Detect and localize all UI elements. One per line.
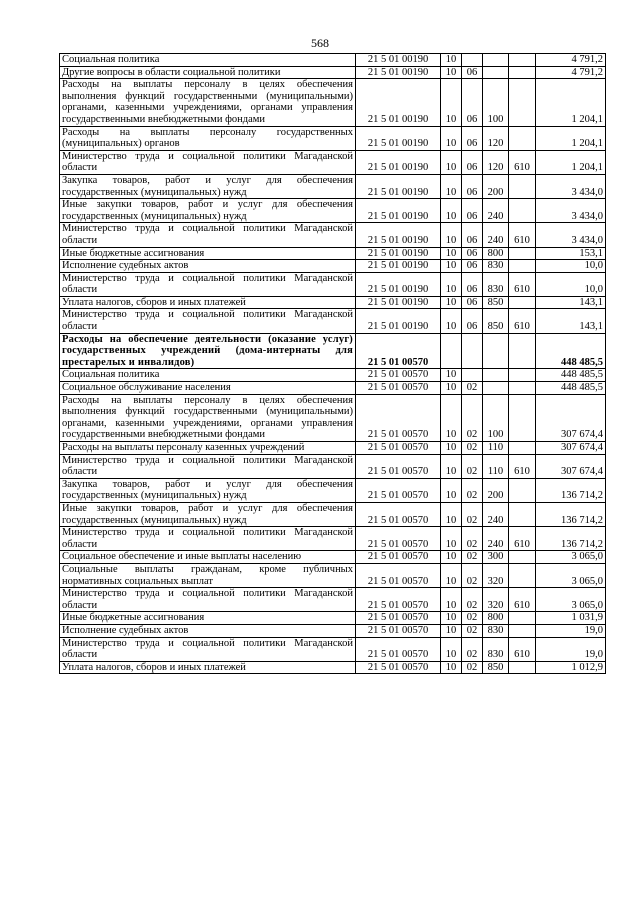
section-code-cell: 10 bbox=[441, 223, 462, 247]
expense-type-cell: 200 bbox=[483, 478, 509, 502]
section-code-cell: 10 bbox=[441, 272, 462, 296]
amount-cell: 10,0 bbox=[536, 272, 606, 296]
subsection-code-cell: 06 bbox=[462, 79, 483, 126]
amount-cell: 3 434,0 bbox=[536, 199, 606, 223]
target-article-code-cell: 21 5 01 00570 bbox=[356, 382, 441, 395]
target-article-code-cell: 21 5 01 00570 bbox=[356, 551, 441, 564]
target-article-code-cell: 21 5 01 00570 bbox=[356, 637, 441, 661]
administrator-code-cell bbox=[509, 66, 536, 79]
amount-cell: 307 674,4 bbox=[536, 394, 606, 441]
target-article-code-cell: 21 5 01 00190 bbox=[356, 272, 441, 296]
subsection-code-cell: 02 bbox=[462, 478, 483, 502]
table-row bbox=[60, 247, 606, 260]
expense-type-cell: 110 bbox=[483, 454, 509, 478]
budget-table-body bbox=[60, 54, 606, 674]
expense-type-cell: 320 bbox=[483, 563, 509, 587]
target-article-code-cell: 21 5 01 00190 bbox=[356, 174, 441, 198]
subsection-code-cell: 06 bbox=[462, 126, 483, 150]
table-row bbox=[60, 296, 606, 309]
table-row bbox=[60, 612, 606, 625]
section-code-cell: 10 bbox=[441, 79, 462, 126]
administrator-code-cell: 610 bbox=[509, 527, 536, 551]
row-name-cell: Министерство труда и социальной политики Магаданской области bbox=[60, 637, 356, 661]
administrator-code-cell bbox=[509, 442, 536, 455]
expense-type-cell: 830 bbox=[483, 624, 509, 637]
amount-cell: 3 434,0 bbox=[536, 174, 606, 198]
target-article-code-cell: 21 5 01 00190 bbox=[356, 309, 441, 333]
table-row bbox=[60, 66, 606, 79]
subsection-code-cell: 02 bbox=[462, 442, 483, 455]
table-row bbox=[60, 382, 606, 395]
expense-type-cell: 320 bbox=[483, 588, 509, 612]
amount-cell: 136 714,2 bbox=[536, 527, 606, 551]
expense-type-cell bbox=[483, 382, 509, 395]
section-code-cell: 10 bbox=[441, 502, 462, 526]
row-name-cell: Социальное обеспечение и иные выплаты населению bbox=[60, 551, 356, 564]
row-name-cell: Другие вопросы в области социальной политики bbox=[60, 66, 356, 79]
administrator-code-cell: 610 bbox=[509, 309, 536, 333]
section-code-cell: 10 bbox=[441, 247, 462, 260]
subsection-code-cell: 02 bbox=[462, 454, 483, 478]
row-name-cell: Министерство труда и социальной политики Магаданской области bbox=[60, 272, 356, 296]
expense-type-cell: 240 bbox=[483, 223, 509, 247]
row-name-cell: Иные бюджетные ассигнования bbox=[60, 612, 356, 625]
row-name-cell: Министерство труда и социальной политики Магаданской области bbox=[60, 309, 356, 333]
row-name-cell: Закупка товаров, работ и услуг для обеспечения государственных (муниципальных) нужд bbox=[60, 478, 356, 502]
section-code-cell: 10 bbox=[441, 260, 462, 273]
row-name-cell: Уплата налогов, сборов и иных платежей bbox=[60, 661, 356, 674]
section-code-cell: 10 bbox=[441, 296, 462, 309]
section-code-cell: 10 bbox=[441, 126, 462, 150]
row-name-cell: Министерство труда и социальной политики Магаданской области bbox=[60, 454, 356, 478]
amount-cell: 3 065,0 bbox=[536, 551, 606, 564]
table-row bbox=[60, 309, 606, 333]
subsection-code-cell: 02 bbox=[462, 637, 483, 661]
section-code-cell: 10 bbox=[441, 612, 462, 625]
administrator-code-cell bbox=[509, 247, 536, 260]
administrator-code-cell bbox=[509, 79, 536, 126]
section-code-cell bbox=[441, 333, 462, 369]
expense-type-cell: 240 bbox=[483, 527, 509, 551]
target-article-code-cell: 21 5 01 00190 bbox=[356, 260, 441, 273]
subsection-code-cell: 06 bbox=[462, 272, 483, 296]
administrator-code-cell bbox=[509, 382, 536, 395]
table-row bbox=[60, 661, 606, 674]
table-row bbox=[60, 478, 606, 502]
section-code-cell: 10 bbox=[441, 624, 462, 637]
row-name-cell: Расходы на выплаты персоналу государственных (муниципальных) органов bbox=[60, 126, 356, 150]
table-row bbox=[60, 442, 606, 455]
section-code-cell: 10 bbox=[441, 637, 462, 661]
expense-type-cell: 800 bbox=[483, 612, 509, 625]
expense-type-cell: 300 bbox=[483, 551, 509, 564]
administrator-code-cell: 610 bbox=[509, 454, 536, 478]
administrator-code-cell bbox=[509, 126, 536, 150]
table-row bbox=[60, 174, 606, 198]
amount-cell: 19,0 bbox=[536, 624, 606, 637]
subsection-code-cell: 02 bbox=[462, 394, 483, 441]
amount-cell: 143,1 bbox=[536, 309, 606, 333]
administrator-code-cell: 610 bbox=[509, 150, 536, 174]
administrator-code-cell bbox=[509, 333, 536, 369]
amount-cell: 448 485,5 bbox=[536, 382, 606, 395]
target-article-code-cell: 21 5 01 00570 bbox=[356, 563, 441, 587]
row-name-cell: Министерство труда и социальной политики Магаданской области bbox=[60, 150, 356, 174]
target-article-code-cell: 21 5 01 00570 bbox=[356, 502, 441, 526]
administrator-code-cell bbox=[509, 260, 536, 273]
target-article-code-cell: 21 5 01 00190 bbox=[356, 126, 441, 150]
amount-cell: 136 714,2 bbox=[536, 502, 606, 526]
table-row bbox=[60, 527, 606, 551]
subsection-code-cell: 06 bbox=[462, 247, 483, 260]
section-code-cell: 10 bbox=[441, 551, 462, 564]
target-article-code-cell: 21 5 01 00190 bbox=[356, 79, 441, 126]
administrator-code-cell bbox=[509, 502, 536, 526]
amount-cell: 3 065,0 bbox=[536, 563, 606, 587]
amount-cell: 10,0 bbox=[536, 260, 606, 273]
target-article-code-cell: 21 5 01 00190 bbox=[356, 66, 441, 79]
subsection-code-cell bbox=[462, 333, 483, 369]
section-code-cell: 10 bbox=[441, 150, 462, 174]
administrator-code-cell bbox=[509, 199, 536, 223]
section-code-cell: 10 bbox=[441, 199, 462, 223]
subsection-code-cell: 06 bbox=[462, 260, 483, 273]
amount-cell: 1 012,9 bbox=[536, 661, 606, 674]
table-row bbox=[60, 223, 606, 247]
subsection-code-cell: 02 bbox=[462, 661, 483, 674]
row-name-cell: Министерство труда и социальной политики Магаданской области bbox=[60, 223, 356, 247]
table-row bbox=[60, 150, 606, 174]
row-name-cell: Иные закупки товаров, работ и услуг для обеспечения государственных (муниципальных) нужд bbox=[60, 199, 356, 223]
subsection-code-cell: 06 bbox=[462, 223, 483, 247]
row-name-cell: Расходы на выплаты персоналу в целях обеспечения выполнения функций государственными (муниципальными) органами, казенными учреждениями, органами управления государственными внебюджетными фондами bbox=[60, 394, 356, 441]
expense-type-cell: 830 bbox=[483, 637, 509, 661]
subsection-code-cell: 02 bbox=[462, 588, 483, 612]
amount-cell: 307 674,4 bbox=[536, 454, 606, 478]
administrator-code-cell bbox=[509, 551, 536, 564]
subsection-code-cell: 02 bbox=[462, 527, 483, 551]
row-name-cell: Иные бюджетные ассигнования bbox=[60, 247, 356, 260]
amount-cell: 143,1 bbox=[536, 296, 606, 309]
row-name-cell: Расходы на выплаты персоналу казенных учреждений bbox=[60, 442, 356, 455]
subsection-code-cell: 02 bbox=[462, 502, 483, 526]
subsection-code-cell: 06 bbox=[462, 199, 483, 223]
table-row bbox=[60, 54, 606, 67]
expense-type-cell: 240 bbox=[483, 199, 509, 223]
expense-type-cell: 240 bbox=[483, 502, 509, 526]
expense-type-cell: 830 bbox=[483, 272, 509, 296]
section-code-cell: 10 bbox=[441, 394, 462, 441]
subsection-code-cell: 02 bbox=[462, 382, 483, 395]
row-name-cell: Министерство труда и социальной политики Магаданской области bbox=[60, 527, 356, 551]
amount-cell: 448 485,5 bbox=[536, 333, 606, 369]
amount-cell: 136 714,2 bbox=[536, 478, 606, 502]
expense-type-cell: 830 bbox=[483, 260, 509, 273]
section-code-cell: 10 bbox=[441, 442, 462, 455]
row-name-cell: Социальная политика bbox=[60, 54, 356, 67]
subsection-code-cell bbox=[462, 54, 483, 67]
row-name-cell: Расходы на выплаты персоналу в целях обеспечения выполнения функций государственными (муниципальными) органами, казенными учреждениями, органами управления государственными внебюджетными фондами bbox=[60, 79, 356, 126]
amount-cell: 307 674,4 bbox=[536, 442, 606, 455]
section-code-cell: 10 bbox=[441, 382, 462, 395]
section-code-cell: 10 bbox=[441, 527, 462, 551]
section-code-cell: 10 bbox=[441, 309, 462, 333]
administrator-code-cell bbox=[509, 563, 536, 587]
table-row bbox=[60, 260, 606, 273]
expense-type-cell: 850 bbox=[483, 661, 509, 674]
administrator-code-cell bbox=[509, 478, 536, 502]
subsection-code-cell: 02 bbox=[462, 563, 483, 587]
administrator-code-cell: 610 bbox=[509, 637, 536, 661]
target-article-code-cell: 21 5 01 00190 bbox=[356, 150, 441, 174]
target-article-code-cell: 21 5 01 00570 bbox=[356, 624, 441, 637]
expense-type-cell: 110 bbox=[483, 442, 509, 455]
target-article-code-cell: 21 5 01 00570 bbox=[356, 478, 441, 502]
table-row bbox=[60, 588, 606, 612]
expense-type-cell bbox=[483, 333, 509, 369]
subsection-code-cell: 02 bbox=[462, 612, 483, 625]
amount-cell: 153,1 bbox=[536, 247, 606, 260]
amount-cell: 4 791,2 bbox=[536, 66, 606, 79]
subsection-code-cell: 06 bbox=[462, 174, 483, 198]
expense-type-cell: 200 bbox=[483, 174, 509, 198]
amount-cell: 19,0 bbox=[536, 637, 606, 661]
section-code-cell: 10 bbox=[441, 454, 462, 478]
section-code-cell: 10 bbox=[441, 478, 462, 502]
row-name-cell: Закупка товаров, работ и услуг для обеспечения государственных (муниципальных) нужд bbox=[60, 174, 356, 198]
table-row bbox=[60, 563, 606, 587]
subsection-code-cell: 06 bbox=[462, 66, 483, 79]
expense-type-cell: 100 bbox=[483, 394, 509, 441]
section-code-cell: 10 bbox=[441, 66, 462, 79]
section-code-cell: 10 bbox=[441, 369, 462, 382]
amount-cell: 1 204,1 bbox=[536, 126, 606, 150]
budget-table bbox=[59, 53, 606, 674]
amount-cell: 3 434,0 bbox=[536, 223, 606, 247]
table-row bbox=[60, 394, 606, 441]
target-article-code-cell: 21 5 01 00190 bbox=[356, 223, 441, 247]
target-article-code-cell: 21 5 01 00190 bbox=[356, 247, 441, 260]
section-code-cell: 10 bbox=[441, 174, 462, 198]
amount-cell: 448 485,5 bbox=[536, 369, 606, 382]
row-name-cell: Социальное обслуживание населения bbox=[60, 382, 356, 395]
row-name-cell: Социальная политика bbox=[60, 369, 356, 382]
expense-type-cell: 100 bbox=[483, 79, 509, 126]
subsection-code-cell: 02 bbox=[462, 624, 483, 637]
target-article-code-cell: 21 5 01 00190 bbox=[356, 54, 441, 67]
subsection-code-cell: 06 bbox=[462, 296, 483, 309]
administrator-code-cell bbox=[509, 394, 536, 441]
row-name-cell: Расходы на обеспечение деятельности (оказание услуг) государственных учреждений (дома-интернаты для престарелых и инвалидов) bbox=[60, 333, 356, 369]
administrator-code-cell bbox=[509, 612, 536, 625]
subsection-code-cell: 06 bbox=[462, 150, 483, 174]
administrator-code-cell bbox=[509, 296, 536, 309]
administrator-code-cell: 610 bbox=[509, 223, 536, 247]
administrator-code-cell: 610 bbox=[509, 272, 536, 296]
expense-type-cell bbox=[483, 66, 509, 79]
target-article-code-cell: 21 5 01 00570 bbox=[356, 394, 441, 441]
subsection-code-cell: 06 bbox=[462, 309, 483, 333]
target-article-code-cell: 21 5 01 00570 bbox=[356, 588, 441, 612]
table-row bbox=[60, 624, 606, 637]
table-row bbox=[60, 369, 606, 382]
subsection-code-cell: 02 bbox=[462, 551, 483, 564]
target-article-code-cell: 21 5 01 00570 bbox=[356, 454, 441, 478]
section-code-cell: 10 bbox=[441, 588, 462, 612]
table-row bbox=[60, 126, 606, 150]
table-row bbox=[60, 333, 606, 369]
table-row bbox=[60, 79, 606, 126]
amount-cell: 1 031,9 bbox=[536, 612, 606, 625]
expense-type-cell: 800 bbox=[483, 247, 509, 260]
table-row bbox=[60, 199, 606, 223]
expense-type-cell: 120 bbox=[483, 126, 509, 150]
administrator-code-cell: 610 bbox=[509, 588, 536, 612]
target-article-code-cell: 21 5 01 00570 bbox=[356, 369, 441, 382]
administrator-code-cell bbox=[509, 369, 536, 382]
amount-cell: 3 065,0 bbox=[536, 588, 606, 612]
table-row bbox=[60, 637, 606, 661]
section-code-cell: 10 bbox=[441, 563, 462, 587]
table-row bbox=[60, 502, 606, 526]
subsection-code-cell bbox=[462, 369, 483, 382]
expense-type-cell: 120 bbox=[483, 150, 509, 174]
target-article-code-cell: 21 5 01 00570 bbox=[356, 333, 441, 369]
row-name-cell: Уплата налогов, сборов и иных платежей bbox=[60, 296, 356, 309]
target-article-code-cell: 21 5 01 00570 bbox=[356, 442, 441, 455]
table-row bbox=[60, 272, 606, 296]
row-name-cell: Исполнение судебных актов bbox=[60, 260, 356, 273]
administrator-code-cell bbox=[509, 624, 536, 637]
amount-cell: 4 791,2 bbox=[536, 54, 606, 67]
target-article-code-cell: 21 5 01 00570 bbox=[356, 527, 441, 551]
table-row bbox=[60, 454, 606, 478]
section-code-cell: 10 bbox=[441, 661, 462, 674]
expense-type-cell bbox=[483, 54, 509, 67]
expense-type-cell bbox=[483, 369, 509, 382]
administrator-code-cell bbox=[509, 54, 536, 67]
row-name-cell: Социальные выплаты гражданам, кроме публичных нормативных социальных выплат bbox=[60, 563, 356, 587]
table-row bbox=[60, 551, 606, 564]
target-article-code-cell: 21 5 01 00570 bbox=[356, 661, 441, 674]
page-number: 568 bbox=[311, 36, 329, 50]
section-code-cell: 10 bbox=[441, 54, 462, 67]
amount-cell: 1 204,1 bbox=[536, 79, 606, 126]
row-name-cell: Иные закупки товаров, работ и услуг для обеспечения государственных (муниципальных) нужд bbox=[60, 502, 356, 526]
target-article-code-cell: 21 5 01 00570 bbox=[356, 612, 441, 625]
target-article-code-cell: 21 5 01 00190 bbox=[356, 296, 441, 309]
row-name-cell: Исполнение судебных актов bbox=[60, 624, 356, 637]
expense-type-cell: 850 bbox=[483, 309, 509, 333]
row-name-cell: Министерство труда и социальной политики Магаданской области bbox=[60, 588, 356, 612]
administrator-code-cell bbox=[509, 661, 536, 674]
expense-type-cell: 850 bbox=[483, 296, 509, 309]
administrator-code-cell bbox=[509, 174, 536, 198]
amount-cell: 1 204,1 bbox=[536, 150, 606, 174]
target-article-code-cell: 21 5 01 00190 bbox=[356, 199, 441, 223]
